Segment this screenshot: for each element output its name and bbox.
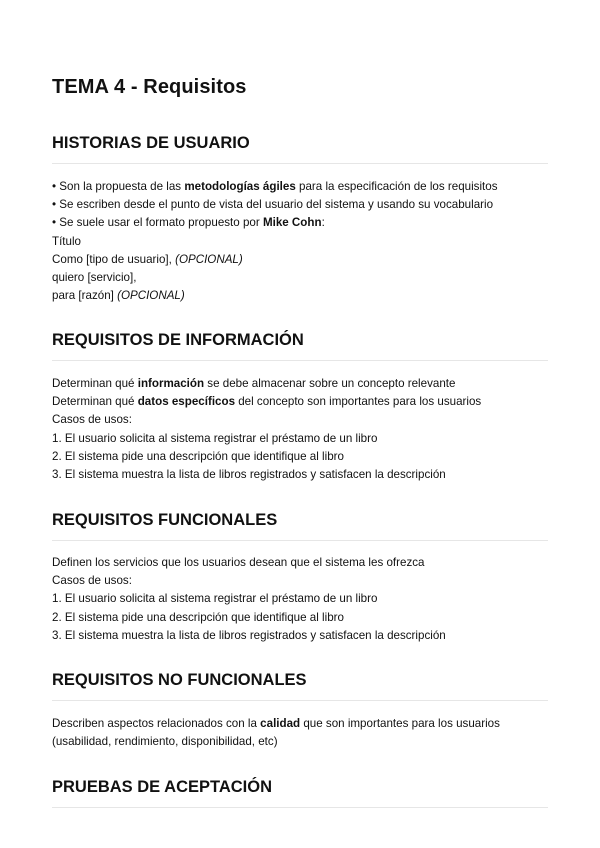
text-line: Describen aspectos relacionados con la calidad que son importantes para los usuarios [52,717,500,730]
section-heading: REQUISITOS NO FUNCIONALES [52,671,307,689]
text-line: Definen los servicios que los usuarios desean que el sistema les ofrezca [52,556,425,569]
historias-body [52,178,548,305]
section-divider [52,700,548,701]
text-line: 1. El usuario solicita al sistema registrar el préstamo de un libro [52,431,378,445]
section-divider [52,163,548,164]
section-heading: PRUEBAS DE ACEPTACIÓN [52,778,273,796]
text-line: • Se suele usar el formato propuesto por Mike Cohn: [52,216,325,230]
text-line: Como [tipo de usuario], (OPCIONAL) [52,252,243,266]
text-line: Título [52,234,81,248]
text-line: Determinan qué datos específicos del concepto son importantes para los usuarios [52,395,482,409]
section-heading: REQUISITOS DE INFORMACIÓN [52,331,304,349]
text-line: 2. El sistema pide una descripción que identifique al libro [52,449,344,463]
text-line: 2. El sistema pide una descripción que identifique al libro [52,610,344,624]
text-line: 3. El sistema muestra la lista de libros registrados y satisfacen la descripción [52,628,446,642]
section-heading: HISTORIAS DE USUARIO [52,134,250,152]
text-line: para [razón] (OPCIONAL) [52,289,185,303]
text-line: • Son la propuesta de las metodologías ágiles para la especificación de los requisitos [52,180,498,193]
section-no-funcionales [52,670,548,701]
text-line: 3. El sistema muestra la lista de libros registrados y satisfacen la descripción [52,468,446,482]
informacion-body [52,375,548,484]
section-heading: REQUISITOS FUNCIONALES [52,511,278,529]
page-title: TEMA 4 - Requisitos [52,76,247,98]
text-line: • Se escriben desde el punto de vista del usuario del sistema y usando su vocabulario [52,198,494,212]
text-line: Casos de usos: [52,574,132,588]
text-line: (usabilidad, rendimiento, disponibilidad, etc) [52,735,278,749]
section-pruebas [52,777,548,808]
funcionales-body [52,554,548,645]
text-line: 1. El usuario solicita al sistema registrar el préstamo de un libro [52,592,378,606]
text-line: quiero [servicio], [52,271,137,285]
section-divider [52,360,548,361]
section-historias [52,133,548,164]
text-line: Casos de usos: [52,413,132,427]
section-funcionales [52,510,548,541]
section-divider [52,807,548,808]
section-informacion [52,330,548,361]
section-divider [52,540,548,541]
text-line: Determinan qué información se debe almacenar sobre un concepto relevante [52,377,456,390]
no-funcionales-body [52,715,548,751]
